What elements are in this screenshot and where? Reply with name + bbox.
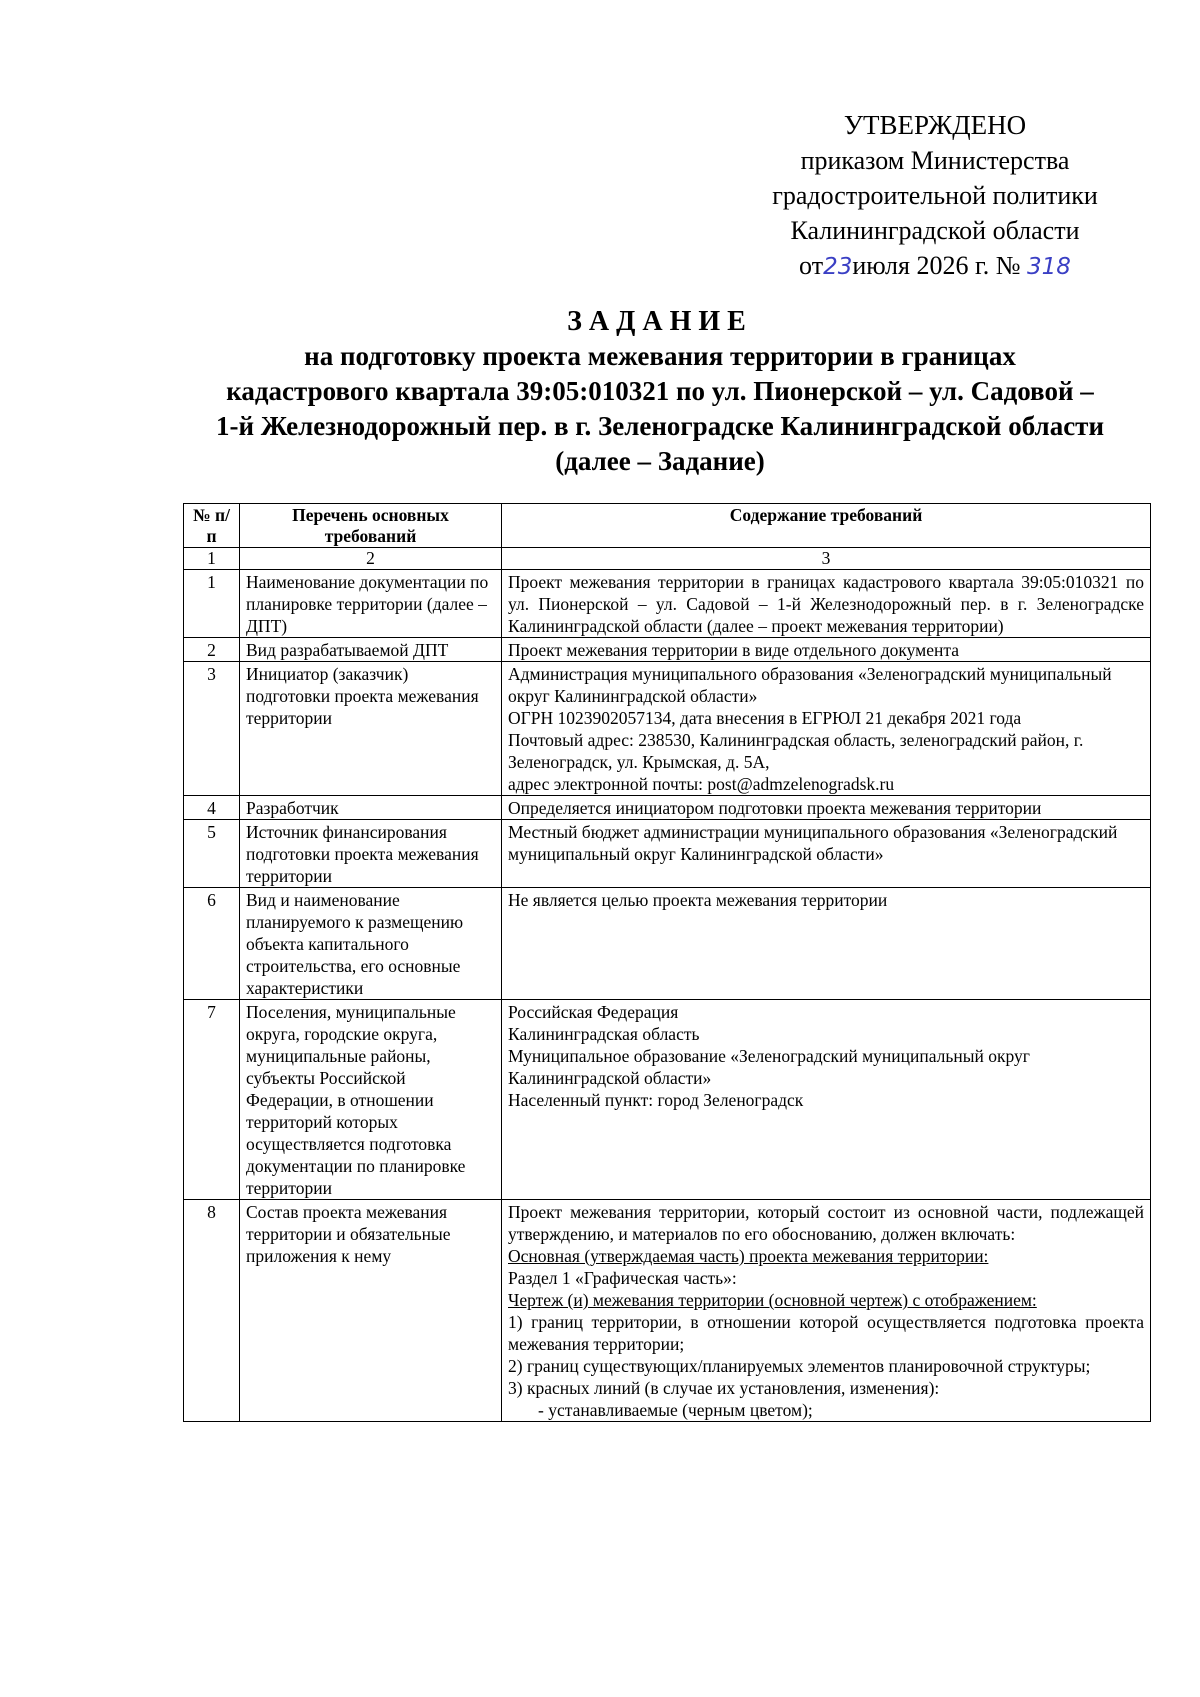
row-requirement: Вид разрабатываемой ДПТ xyxy=(240,638,502,662)
row-requirement: Состав проекта межевания территории и обязательные приложения к нему xyxy=(240,1200,502,1422)
document-subtitle-line: 1-й Железнодорожный пер. в г. Зеленоградске Калининградской области xyxy=(216,411,1104,441)
email-address: адрес электронной почты: post@admzelenogradsk.ru xyxy=(508,774,895,794)
document-subtitle-line: (далее – Задание) xyxy=(555,446,765,476)
index-cell: 1 xyxy=(184,548,240,570)
document-title: ЗАДАНИЕ xyxy=(567,306,753,337)
row-content xyxy=(502,662,1151,796)
row-content xyxy=(502,1200,1151,1422)
table-row xyxy=(184,888,1151,1000)
row-number: 6 xyxy=(184,888,240,1000)
document-subtitle-line: на подготовку проекта межевания территории в границах xyxy=(304,341,1016,371)
index-cell: 3 xyxy=(502,548,1151,570)
content-line: Российская Федерация xyxy=(508,1002,679,1022)
content-line: Администрация муниципального образования «Зеленоградский муниципальный округ Калининградской области» xyxy=(508,664,1112,706)
row-content: Проект межевания территории в виде отдельного документа xyxy=(502,638,1151,662)
row-content xyxy=(502,1000,1151,1200)
index-cell: 2 xyxy=(240,548,502,570)
table-row xyxy=(184,820,1151,888)
table-row xyxy=(184,638,1151,662)
table-row xyxy=(184,1000,1151,1200)
table-row xyxy=(184,662,1151,796)
row-number: 7 xyxy=(184,1000,240,1200)
table-row xyxy=(184,796,1151,820)
content-line: Почтовый адрес: 238530, Калининградская область, зеленоградский район, г. Зеленоградск, ул. Крымская, д. 5А, xyxy=(508,730,1084,772)
content-line: Муниципальное образование «Зеленоградский муниципальный округ Калининградской области» xyxy=(508,1046,1030,1088)
header-content: Содержание требований xyxy=(502,504,1151,548)
content-section: Раздел 1 «Графическая часть»: xyxy=(508,1268,737,1288)
approval-stamp xyxy=(742,108,1128,285)
row-number: 4 xyxy=(184,796,240,820)
row-requirement: Источник финансирования подготовки проекта межевания территории xyxy=(240,820,502,888)
row-number: 2 xyxy=(184,638,240,662)
date-rest: июля 2026 г. № xyxy=(852,251,1021,280)
content-item: 3) красных линий (в случае их установления, изменения): xyxy=(508,1378,940,1398)
row-requirement: Вид и наименование планируемого к размещению объекта капитального строительства, его основные характеристики xyxy=(240,888,502,1000)
row-number: 5 xyxy=(184,820,240,888)
content-line: ОГРН 1023902057134, дата внесения в ЕГРЮЛ 21 декабря 2021 года xyxy=(508,708,1022,728)
row-requirement: Инициатор (заказчик) подготовки проекта межевания территории xyxy=(240,662,502,796)
header-number: № п/п xyxy=(184,504,240,548)
approval-line: приказом Министерства xyxy=(800,146,1070,175)
row-content: Определяется инициатором подготовки проекта межевания территории xyxy=(502,796,1151,820)
content-line: Калининградская область xyxy=(508,1024,700,1044)
date-prefix: от xyxy=(799,251,824,280)
approval-line: градостроительной политики xyxy=(772,181,1098,210)
row-requirement: Наименование документации по планировке территории (далее – ДПТ) xyxy=(240,570,502,638)
approval-title: УТВЕРЖДЕНО xyxy=(843,110,1027,140)
approval-date-line xyxy=(742,248,1128,285)
row-content: Не является целью проекта межевания территории xyxy=(502,888,1151,1000)
content-drawing: Чертеж (и) межевания территории (основной чертеж) с отображением: xyxy=(508,1290,1037,1310)
content-item: 2) границ существующих/планируемых элементов планировочной структуры; xyxy=(508,1356,1091,1376)
document-subtitle-line: кадастрового квартала 39:05:010321 по ул. Пионерской – ул. Садовой – xyxy=(226,376,1094,406)
content-subitem: - устанавливаемые (черным цветом); xyxy=(538,1400,813,1420)
content-item: 1) границ территории, в отношении которой осуществляется подготовка проекта межевания территории; xyxy=(508,1312,1144,1354)
content-main-part: Основная (утверждаемая часть) проекта межевания территории: xyxy=(508,1246,989,1266)
row-requirement: Поселения, муниципальные округа, городские округа, муниципальные районы, субъекты Российской Федерации, в отношении территорий которых осуществляется подготовка документации по планировке территории xyxy=(240,1000,502,1200)
approval-line: Калининградской области xyxy=(790,216,1080,245)
content-intro: Проект межевания территории, который состоит из основной части, подлежащей утверждению, и материалов по его обоснованию, должен включать: xyxy=(508,1202,1144,1244)
table-header-row xyxy=(184,504,1151,548)
content-line: Населенный пункт: город Зеленоградск xyxy=(508,1090,804,1110)
document-header xyxy=(160,304,1160,479)
handwritten-day: 23 xyxy=(823,254,853,280)
row-number: 8 xyxy=(184,1200,240,1422)
requirements-table xyxy=(183,503,1151,1422)
row-number: 3 xyxy=(184,662,240,796)
table-index-row xyxy=(184,548,1151,570)
handwritten-order-number: 318 xyxy=(1027,254,1071,280)
row-content: Проект межевания территории в границах кадастрового квартала 39:05:010321 по ул. Пионерской – ул. Садовой – 1-й Железнодорожный пер. в г. Зеленоградске Калининградской области (далее – проект межевания территории) xyxy=(502,570,1151,638)
header-requirement: Перечень основных требований xyxy=(240,504,502,548)
row-number: 1 xyxy=(184,570,240,638)
row-requirement: Разработчик xyxy=(240,796,502,820)
row-content: Местный бюджет администрации муниципального образования «Зеленоградский муниципальный округ Калининградской области» xyxy=(502,820,1151,888)
table-row xyxy=(184,570,1151,638)
table-row xyxy=(184,1200,1151,1422)
